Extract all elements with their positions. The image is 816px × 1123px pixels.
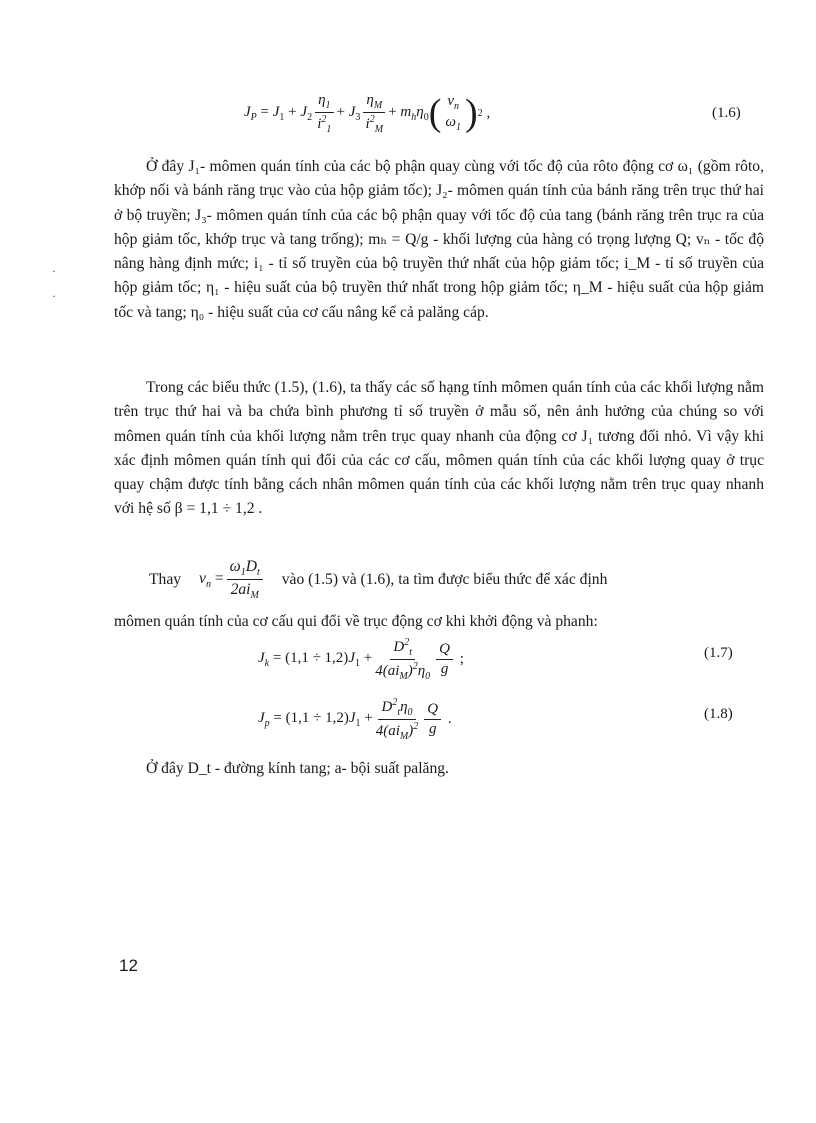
substitution-line-2: mômen quán tính của cơ cấu qui đổi về trục động cơ khi khởi động và phanh: [114,613,598,630]
paragraph-definitions [114,155,764,325]
margin-mark: · [52,264,56,278]
paragraph-tang-definition [114,757,764,781]
equation-number-1-7: (1.7) [704,645,733,661]
equation-number-1-8: (1.8) [704,706,733,722]
paragraph-tang-definition-text: Ở đây D_t - đường kính tang; a- bội suất palăng. [146,760,449,777]
substitution-word: Thay [149,570,182,588]
equation-1-6: $J_P = J_1 + J_2$ $\frac{\eta_1}{i^2_1}$ + $J_3$ $\frac{\eta_M}{i^2_M}$ + $m_h\eta_0$ ( $v_n$ $\omega_1$ ) 2 , [244,91,491,135]
equation-number-1-6: (1.6) [712,105,741,121]
paragraph-inertia-analysis-text: Trong các biểu thức (1.5), (1.6), ta thấy các số hạng tính mômen quán tính của các khối lượng nằm trên trục thứ hai và ba chứa bình phương tỉ số truyền ở mẫu số, nên ảnh hưởng của chúng so với mômen quán tính của khối lượng nằm trên trục quay nhanh của động cơ J₁ tương đối nhỏ. Vì vậy khi xác định mômen quán tính qui đổi của các cơ cấu, mômen quán tính của các khối lượng quay ở trục quay chậm được tính bằng cách nhân mômen quán tính của các khối lượng nằm trên trục quay nhanh với hệ số β = 1,1 ÷ 1,2 . [114,379,764,518]
paragraph-definitions-text: Ở đây J₁- mômen quán tính của các bộ phận quay cùng với tốc độ của rôto động cơ ω₁ (gồm rôto, khớp nối và bánh răng trục vào của hộp giảm tốc); J₂- mômen quán tính của bánh răng trên trục thứ hai ở bộ truyền; J₃- mômen quán tính của các bộ phận quay với tốc độ của tang (bánh răng trên trục ra của hộp giảm tốc, khớp trục và tang trống); mₕ = Q/g - khối lượng của hàng có trọng lượng Q; vₙ - tốc độ nâng hàng định mức; i₁ - tỉ số truyền của bộ truyền thứ nhất của hộp giảm tốc; i_M - tỉ số truyền của hộp giảm tốc; η₁ - hiệu suất của bộ truyền thứ nhất trong hộp giảm tốc; η_M - hiệu suất của hộp giảm tốc và tang; η₀ - hiệu suất của cơ cấu nâng kể cả palăng cáp. [114,158,764,321]
page-number: 12 [119,956,138,975]
substitution-rest: vào (1.5) và (1.6), ta tìm được biểu thức để xác định [281,570,608,588]
paragraph-inertia-analysis [114,376,764,522]
equation-1-7: $J_k = (1,1 \div 1,2)J_1$ + $\frac{D^2_t}{4(ai_M)^2\eta_0}$ $\frac{Q}{g}$ ; [258,636,464,682]
equation-1-8: $J_p = (1,1 \div 1,2)J_1$ + $\frac{D^2_t\eta_0}{4(ai_M)^2}$ $\frac{Q}{g}$ . [258,696,452,742]
margin-mark: · [52,289,56,303]
substitution-line: Thay $v_n$ = $\frac{\omega_1D_t}{2ai_M}$ vào (1.5) và (1.6), ta tìm được biểu thức để xác định [149,558,608,602]
